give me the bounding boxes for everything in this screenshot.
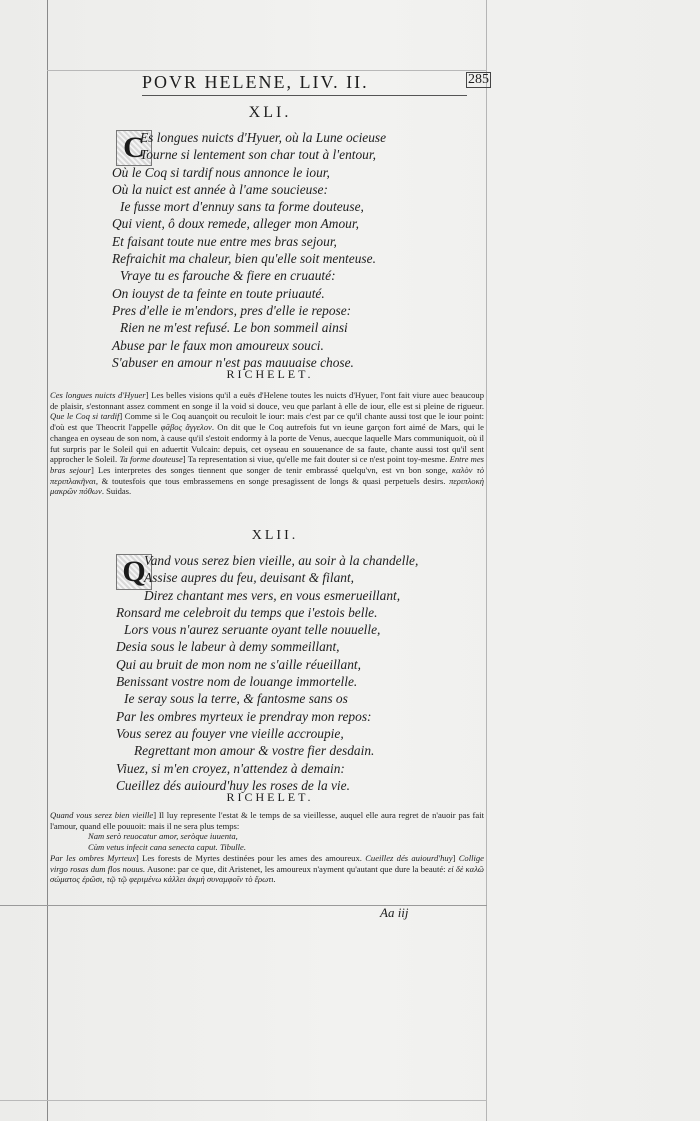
lemma-text: Entre mes bras sejour (50, 454, 484, 475)
poem-line: Rien ne m'est refusé. Le bon sommeil ainsi (120, 320, 348, 336)
running-title: POVR HELENE, LIV. II. (142, 72, 467, 96)
poem-line: Qui vient, ô doux remede, alleger mon Amour, (112, 216, 359, 232)
sonnet-1-heading: XLI. (248, 104, 292, 121)
poem-line: S'abuser en amour n'est pas mauuaise chose. (112, 354, 354, 370)
lemma-text: Cueillez dés auiourd'huy (365, 852, 453, 863)
commentary-text: ] Il luy represente l'estat & le temps de sa vieillesse, auquel elle aura regret de n'auoir pas fait l'amour, quand elle pouuoit: mais il ne sera plus temps: (50, 810, 484, 831)
lemma-text: Collige virgo rosas dum flos nouus. (50, 852, 484, 874)
commentary-text: ] Les interpretes des songes tiennent que songer de tenir embrassé quelqu'vn, est vn bon songe, (90, 464, 452, 475)
lemma-text: Ces longues nuicts d'Hyuer (50, 390, 146, 400)
poem-line: Regrettant mon amour & vostre fier desdain. (134, 743, 375, 759)
poem-line: Es longues nuicts d'Hyuer, où la Lune ocieuse (140, 130, 387, 145)
page-number: 285 (468, 72, 489, 87)
poem-line: Vraye tu es farouche & fiere en cruauté: (120, 268, 336, 284)
commentary-text: . Suidas. (101, 486, 132, 497)
poem-line: Viuez, si m'en croyez, n'attendez à demain: (116, 760, 345, 776)
commentary-text: ] Comme si le Coq auançoit ou reculoit le iour: mais c'est par ce qu'il chante aussi tost que le iour point: d'où est que Theocrit l'appelle (50, 411, 485, 433)
poem-line: Desia sous le labeur à demy sommeillant, (116, 639, 340, 655)
poem-line: Vous serez au fouyer vne vieille accroupie, (116, 725, 344, 741)
sonnet-2-heading: XLII. (251, 528, 299, 543)
poem-line: Lors vous n'aurez seruante oyant telle nouuelle, (124, 622, 381, 638)
bottom-rule (0, 905, 487, 906)
lemma-text: περιπλοκὴ μακρῶν πόθων (50, 475, 484, 497)
poem-line: Direz chantant mes vers, en vous esmerueillant, (144, 587, 401, 603)
commentary-text: ] Les belles visions qu'il a euës d'Helene toutes les nuicts d'Hyuer, l'ont fait viure auec beaucoup de plaisir, s'estonnant assez comment en songe il la void si douce, veu que parlant à elle de iour, elle est si pleine de rigueur. (50, 390, 484, 411)
commentary-text: ] Ta representation si viue, qu'elle me fait douter si ce n'est point toy-mesme. (182, 454, 450, 465)
left-margin-rule (47, 0, 48, 1121)
sonnet-2 (116, 552, 418, 794)
lemma-text: Par les ombres Myrteux (50, 852, 136, 863)
quoted-verse: Nam serò reuocatur amor, seròque iuuenta, (88, 831, 238, 842)
dropcap-q: Q (116, 554, 152, 590)
top-rule (47, 70, 487, 71)
poem-line: Benissant vostre nom de louange immortelle. (116, 674, 358, 690)
commentary-2-heading: RICHELET. (226, 790, 314, 804)
poem-line: Abuse par le faux mon amoureux souci. (112, 337, 324, 353)
commentary-text: , & toutesfois que tous embrassemens en songe presagissent de longs & quasi perpetuels desirs. (95, 475, 450, 486)
commentary-text: ] (452, 852, 459, 863)
lemma-text: Quand vous serez bien vieille (50, 810, 154, 820)
lemma-text: φᾶβος ἄγγελον (160, 422, 212, 433)
right-margin-rule (486, 0, 487, 1121)
poem-line: On iouyst de ta feinte en toute priuauté. (112, 285, 325, 301)
poem-line: Où le Coq si tardif nous annonce le iour, (112, 164, 330, 180)
lemma-text: Ta forme douteuse (119, 454, 183, 465)
dropcap-c: C (116, 130, 152, 166)
lemma-text: εἰ δὲ καλῶ σώματος ἐρῶσι, τῷ τῷ φεριμένω κάλλει ἀκμὴ συναμφοῖν τὸ ἔρωτι. (50, 863, 484, 885)
poem-line: Pres d'elle ie m'endors, pres d'elle ie repose: (112, 302, 352, 318)
sonnet-1 (112, 129, 386, 371)
commentary-text: . On dit que le Coq autrefois fut vn ieune garçon fort aimé de Mars, qui le changea en oyseau de son nom, à cause qu'il s'estoit endormy à la porte de Venus, auecque laquelle Mars communiquoit, où il fut surpris par le Soleil qui en aduertit Vulcain: depuis, cet oyseau en souuenance de sa faute, chante aussi tost qu'il sent approcher le Soleil. (50, 422, 484, 465)
poem-line: Tourne si lentement son char tout à l'entour, (140, 147, 376, 163)
poem-line: Refraichit ma chaleur, bien qu'elle soit menteuse. (112, 251, 376, 267)
end-rule (0, 1100, 487, 1101)
poem-line: Et faisant toute nue entre mes bras sejour, (112, 233, 337, 249)
lemma-text: καλὸν τὸ περιπλακῆναι (50, 464, 484, 486)
commentary-1-heading: RICHELET. (226, 367, 314, 381)
commentary-1 (50, 390, 484, 497)
poem-line: Par les ombres myrteux ie prendray mon repos: (116, 708, 372, 724)
poem-line: Ie seray sous la terre, & fantosme sans os (124, 691, 348, 707)
quoted-verse: Cùm vetus infecit cana senecta caput. Tibulle. (88, 842, 246, 853)
poem-line: Qui au bruit de mon nom ne s'aille réueillant, (116, 656, 361, 672)
poem-line: Assise aupres du feu, deuisant & filant, (144, 570, 355, 586)
lemma-text: Que le Coq si tardif (50, 411, 120, 422)
poem-line: Cueillez dés auiourd'huy les roses de la vie. (116, 777, 350, 793)
commentary-text: Ausone: par ce que, dit Aristenet, les amoureux n'ayment qu'autant que dure la beauté: (145, 863, 448, 874)
poem-line: Vand vous serez bien vieille, au soir à la chandelle, (144, 553, 419, 568)
commentary-2 (50, 810, 484, 885)
poem-line: Ie fusse mort d'ennuy sans ta forme douteuse, (120, 199, 364, 215)
poem-line: Où la nuict est année à l'ame soucieuse: (112, 181, 328, 197)
signature-mark: Aa iij (380, 905, 409, 920)
commentary-text: ] Les forests de Myrtes destinées pour les ames des amoureux. (135, 852, 366, 863)
poem-line: Ronsard me celebroit du temps que i'estois belle. (116, 604, 378, 620)
